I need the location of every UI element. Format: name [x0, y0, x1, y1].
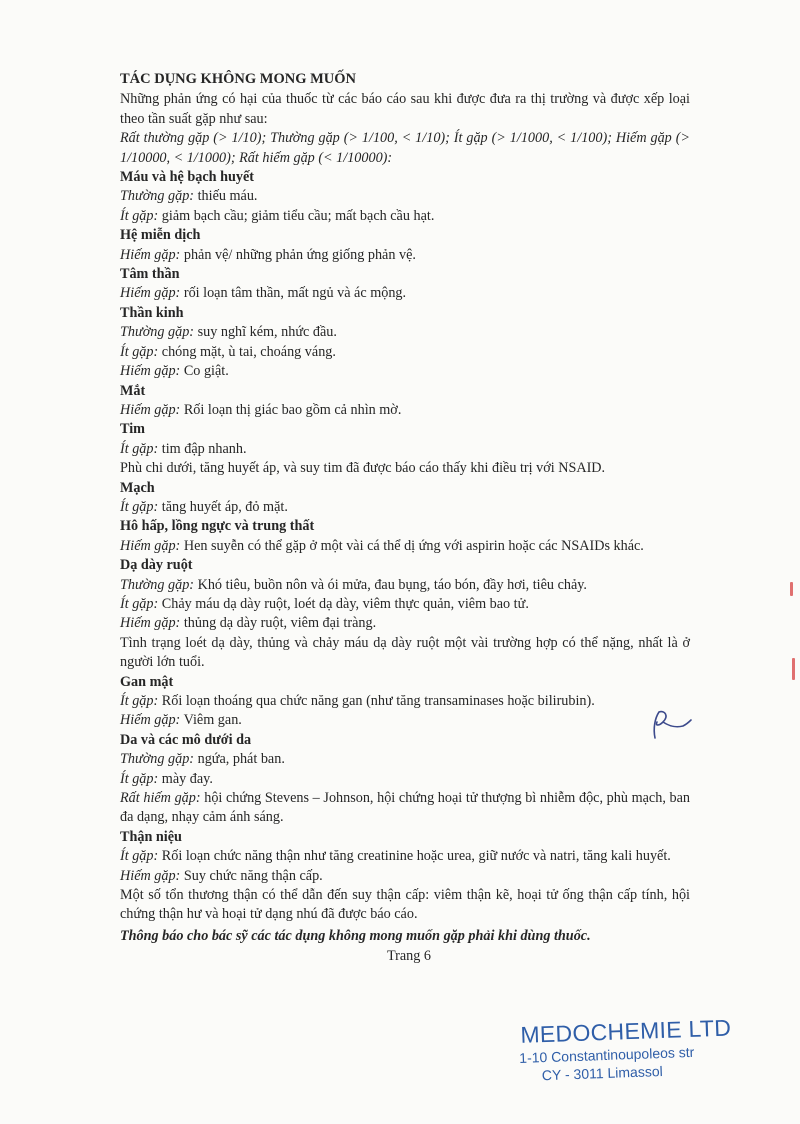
effect-line: [120, 576, 690, 595]
frequency-label: Ít gặp:: [120, 498, 159, 515]
margin-mark: [790, 582, 793, 596]
document-body: [120, 70, 690, 967]
company-stamp: [518, 1015, 733, 1085]
frequency-label: Thường gặp:: [120, 576, 195, 593]
frequency-label: Hiếm gặp:: [120, 867, 181, 884]
effect-text: giảm bạch cầu; giảm tiểu cầu; mất bạch cầu hạt.: [158, 207, 435, 224]
stamp-address-1: 1-10 Constantinoupoleos str: [518, 1043, 695, 1066]
effect-text: Một số tổn thương thận có thể dẫn đến suy thận cấp: viêm thận kẽ, hoại tử ống thận cấp tính, hội chứng thận hư và hoại tử dạng nhú đã được báo cáo.: [120, 887, 690, 923]
effect-text: mày đay.: [158, 770, 213, 787]
section-heading: Gan mật: [120, 673, 174, 690]
effect-line: [120, 246, 690, 265]
effect-text: chóng mặt, ù tai, choáng váng.: [158, 343, 336, 360]
effect-text: thiếu máu.: [194, 188, 258, 205]
frequency-label: Hiếm gặp:: [120, 401, 181, 418]
effect-line: [120, 401, 690, 420]
frequency-label: Hiếm gặp:: [120, 363, 181, 380]
effect-line: [120, 440, 690, 459]
effect-line: [120, 867, 690, 886]
frequency-label: Hiếm gặp:: [120, 712, 181, 729]
effect-line: [120, 789, 690, 828]
effect-text: Viêm gan.: [180, 712, 242, 729]
effect-text: Rối loạn thoáng qua chức năng gan (như tăng transaminases hoặc bilirubin).: [158, 693, 595, 709]
stamp-address-2: CY - 3011 Limassol: [541, 1062, 663, 1084]
effect-text: thủng dạ dày ruột, viêm đại tràng.: [180, 615, 377, 632]
section-title: TÁC DỤNG KHÔNG MONG MUỐN: [120, 71, 357, 87]
effect-text: Rối loạn chức năng thận như tăng creatinine hoặc urea, giữ nước và natri, tăng kali huyết.: [158, 848, 671, 865]
frequency-label: Hiếm gặp:: [120, 615, 181, 632]
effect-line: [120, 537, 690, 556]
effect-line: [120, 459, 690, 478]
frequency-label: Hiếm gặp:: [120, 537, 181, 554]
effect-line: [120, 886, 690, 925]
frequency-label: Ít gặp:: [120, 343, 159, 360]
page-number: Trang 6: [386, 948, 432, 965]
frequency-label: Ít gặp:: [120, 848, 159, 865]
frequency-label: Ít gặp:: [120, 770, 159, 787]
effect-line: [120, 187, 690, 206]
effect-line: [120, 711, 690, 730]
section-heading: Hô hấp, lồng ngực và trung thất: [120, 518, 315, 535]
effect-text: ngứa, phát ban.: [194, 751, 285, 768]
effect-line: [120, 362, 690, 381]
margin-mark: [792, 658, 795, 680]
effect-text: hội chứng Stevens – Johnson, hội chứng hoại tử thượng bì nhiễm độc, phù mạch, ban đa dạng, nhạy cảm ánh sáng.: [120, 790, 690, 826]
effect-text: Tình trạng loét dạ dày, thủng và chảy máu dạ dày ruột một vài trường hợp có thể nặng, nhất là ở người lớn tuổi.: [120, 634, 690, 671]
frequency-label: Thường gặp:: [120, 324, 195, 341]
section-heading: Dạ dày ruột: [120, 557, 193, 574]
effect-text: Chảy máu dạ dày ruột, loét dạ dày, viêm thực quản, viêm bao tử.: [158, 595, 529, 612]
frequency-definition: Rất thường gặp (> 1/10); Thường gặp (> 1/100, < 1/10); Ít gặp (> 1/1000, < 1/100); Hiếm gặp (> 1/10000, < 1/1000); Rất hiếm gặp (< 1/10000):: [120, 130, 690, 166]
frequency-label: Hiếm gặp:: [120, 246, 181, 263]
effect-text: tăng huyết áp, đỏ mặt.: [158, 498, 288, 515]
effect-line: [120, 498, 690, 517]
effect-line: [120, 614, 690, 633]
frequency-label: Ít gặp:: [120, 595, 159, 612]
adverse-effects-sections: [120, 168, 690, 925]
signature-mark: [645, 708, 693, 748]
effect-line: [120, 692, 690, 711]
effect-text: Suy chức năng thận cấp.: [180, 867, 323, 884]
frequency-label: Rất hiếm gặp:: [120, 790, 201, 807]
section-heading: Hệ miễn dịch: [120, 227, 201, 244]
frequency-label: Ít gặp:: [120, 440, 159, 457]
section-heading: Tâm thần: [120, 266, 180, 283]
section-heading: Thận niệu: [120, 828, 182, 845]
frequency-label: Thường gặp:: [120, 751, 195, 768]
frequency-label: Ít gặp:: [120, 693, 159, 709]
effect-line: [120, 770, 690, 789]
section-heading: Mắt: [120, 382, 146, 399]
section-heading: Da và các mô dưới da: [120, 731, 252, 748]
effect-text: phản vệ/ những phản ứng giống phản vệ.: [180, 246, 416, 263]
section-heading: Thần kinh: [120, 304, 184, 321]
effect-line: [120, 847, 690, 866]
effect-text: Co giật.: [180, 363, 229, 380]
section-heading: Mạch: [120, 479, 155, 496]
effect-text: tim đập nhanh.: [158, 440, 247, 457]
effect-text: suy nghĩ kém, nhức đầu.: [194, 324, 337, 341]
section-heading: Tim: [120, 421, 145, 438]
effect-line: [120, 634, 690, 673]
effect-line: [120, 284, 690, 303]
frequency-label: Ít gặp:: [120, 207, 159, 224]
section-heading: Máu và hệ bạch huyết: [120, 169, 255, 186]
frequency-label: Hiếm gặp:: [120, 285, 181, 302]
effect-line: [120, 207, 690, 226]
effect-text: rối loạn tâm thần, mất ngủ và ác mộng.: [180, 285, 407, 302]
report-notice: Thông báo cho bác sỹ các tác dụng không mong muốn gặp phải khi dùng thuốc.: [120, 927, 591, 944]
effect-text: Phù chi dưới, tăng huyết áp, và suy tim đã được báo cáo thấy khi điều trị với NSAID.: [120, 460, 606, 477]
effect-line: [120, 343, 690, 362]
effect-line: [120, 323, 690, 342]
intro-paragraph: Những phản ứng có hại của thuốc từ các báo cáo sau khi được đưa ra thị trường và được xếp loại theo tần suất gặp như sau:: [120, 91, 690, 127]
effect-line: [120, 750, 690, 769]
stamp-company: MEDOCHEMIE LTD: [519, 1014, 732, 1048]
effect-text: Hen suyễn có thể gặp ở một vài cá thể dị ứng với aspirin hoặc các NSAIDs khác.: [180, 537, 644, 554]
effect-text: Khó tiêu, buồn nôn và ói mửa, đau bụng, táo bón, đầy hơi, tiêu chảy.: [194, 576, 587, 593]
effect-text: Rối loạn thị giác bao gồm cả nhìn mờ.: [180, 401, 402, 418]
effect-line: [120, 595, 690, 614]
frequency-label: Thường gặp:: [120, 188, 195, 205]
